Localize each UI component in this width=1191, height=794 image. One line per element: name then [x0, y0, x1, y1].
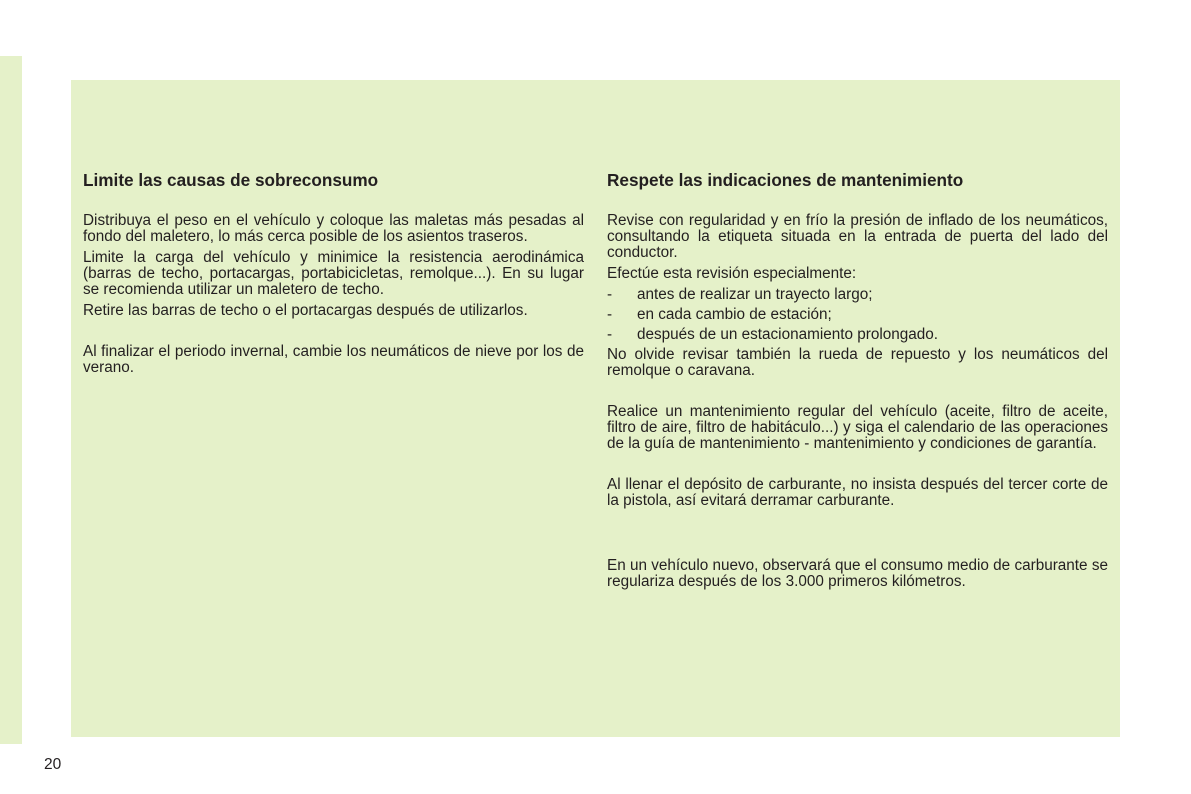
left-heading: Limite las causas de sobreconsumo	[83, 170, 379, 190]
right-intro: Revise con regularidad y en frío la presión de inflado de los neumáticos, consultando la etiqueta situada en la entrada de puerta del lado del conductor.	[607, 212, 1108, 261]
side-tab-strip	[0, 56, 22, 744]
left-paragraph: Retire las barras de techo o el portacargas después de utilizarlos.	[83, 302, 528, 319]
right-paragraph: No olvide revisar también la rueda de repuesto y los neumáticos del remolque o caravana.	[607, 346, 1108, 379]
list-item-text: después de un estacionamiento prolongado.	[637, 326, 939, 343]
page-number: 20	[44, 756, 62, 773]
list-item	[607, 287, 1108, 303]
list-item	[607, 327, 1108, 343]
right-paragraph: Al llenar el depósito de carburante, no insista después del tercer corte de la pistola, así evitará derramar carburante.	[607, 476, 1108, 509]
right-heading: Respete las indicaciones de mantenimiento	[607, 170, 964, 190]
dash-marker: -	[607, 326, 613, 343]
dash-marker: -	[607, 306, 613, 323]
left-paragraph: Limite la carga del vehículo y minimice la resistencia aerodinámica (barras de techo, portacargas, portabicicletas, remolque...). En su lugar se recomienda utilizar un maletero de techo.	[83, 249, 584, 298]
dash-marker: -	[607, 286, 613, 303]
check-list	[607, 287, 1108, 343]
left-paragraph: Al finalizar el periodo invernal, cambie los neumáticos de nieve por los de verano.	[83, 343, 584, 376]
list-intro: Efectúe esta revisión especialmente:	[607, 265, 857, 282]
list-item-text: antes de realizar un trayecto largo;	[637, 286, 873, 303]
list-item	[607, 307, 1108, 323]
left-column	[83, 170, 584, 381]
right-paragraph: En un vehículo nuevo, observará que el consumo medio de carburante se regulariza después de los 3.000 primeros kilómetros.	[607, 557, 1108, 590]
right-paragraph: Realice un mantenimiento regular del vehículo (aceite, filtro de aceite, filtro de aire, filtro de habitáculo...) y siga el calendario de las operaciones de la guía de mantenimiento - mantenimiento y condiciones de garantía.	[607, 403, 1108, 452]
list-item-text: en cada cambio de estación;	[637, 306, 832, 323]
left-paragraph: Distribuya el peso en el vehículo y coloque las maletas más pesadas al fondo del maletero, lo más cerca posible de los asientos traseros.	[83, 212, 584, 245]
right-column	[607, 170, 1108, 595]
